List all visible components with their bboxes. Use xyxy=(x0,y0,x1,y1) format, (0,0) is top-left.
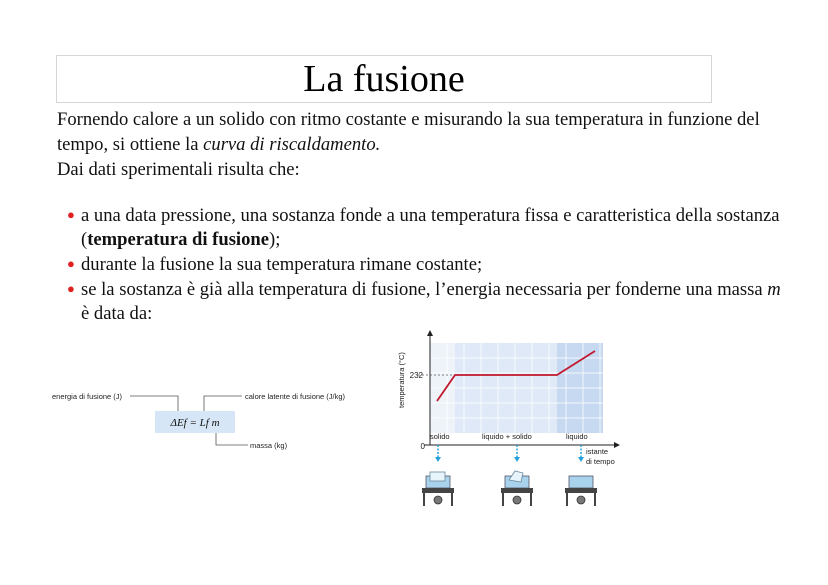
time-marker-liquid xyxy=(578,445,584,462)
leader-mass xyxy=(216,432,248,445)
phase-solid-label: solido xyxy=(430,432,450,441)
burner-solid-icon xyxy=(422,472,454,506)
label-mass: massa (kg) xyxy=(250,441,288,450)
x-axis-label-2: di tempo xyxy=(586,457,615,466)
bullet-text-end: è data da: xyxy=(81,303,153,324)
bullet-list xyxy=(57,203,787,326)
bullet-dot-icon: ● xyxy=(67,207,75,222)
burner-liquid-icon xyxy=(565,476,597,506)
tick-0: 0 xyxy=(420,442,425,451)
bullet-item-2 xyxy=(57,252,787,277)
label-latent: calore latente di fusione (J/kg) xyxy=(245,392,346,401)
bullet-text: durante la fusione la sua temperatura rimane costante; xyxy=(81,254,483,275)
bullet-text-end: ); xyxy=(269,229,281,250)
label-energy: energia di fusione (J) xyxy=(52,392,123,401)
time-marker-solid xyxy=(435,445,441,462)
tick-232: 232 xyxy=(409,371,423,380)
burner-mix-icon xyxy=(501,471,533,506)
bullet-item-3 xyxy=(57,277,787,326)
heating-curve-figure xyxy=(390,328,640,518)
bullet-text: se la sostanza è già alla temperatura di fusione, l’energia necessaria per fonderne una massa xyxy=(81,279,768,300)
page-title: La fusione xyxy=(303,58,465,100)
intro-paragraph xyxy=(57,107,777,157)
bullet-item-1 xyxy=(57,203,787,252)
leader-energy xyxy=(130,396,178,411)
bullet-italic-var: m xyxy=(767,279,781,300)
title-box xyxy=(56,55,712,103)
intro-text-span: Fornendo calore a un solido con ritmo costante e misurando la sua temperatura in funzione del tempo, si ottiene la xyxy=(57,109,760,155)
formula-text: ΔEf = Lf m xyxy=(170,417,220,429)
y-axis-arrow-icon xyxy=(427,330,433,336)
time-marker-mix xyxy=(514,445,520,462)
x-axis-label-1: istante xyxy=(586,447,609,456)
intro-italic-term: curva di riscaldamento. xyxy=(203,134,381,155)
formula-figure xyxy=(50,385,370,455)
phase-mix-label: liquido + solido xyxy=(482,432,532,441)
intro-text xyxy=(57,107,777,182)
bullet-text: a una data pressione, una sostanza fonde a una temperatura fissa e caratteristica della sostanza ( xyxy=(81,205,780,250)
bullet-dot-icon: ● xyxy=(67,256,75,271)
bullet-dot-icon: ● xyxy=(67,281,75,296)
phase-liquid-label: liquido xyxy=(566,432,588,441)
y-axis-label: temperatura (°C) xyxy=(397,352,406,408)
intro-paragraph-2: Dai dati sperimentali risulta che: xyxy=(57,159,300,180)
bullet-bold-term: temperatura di fusione xyxy=(87,229,269,250)
x-axis-arrow-icon xyxy=(614,442,620,448)
leader-latent xyxy=(204,396,242,411)
